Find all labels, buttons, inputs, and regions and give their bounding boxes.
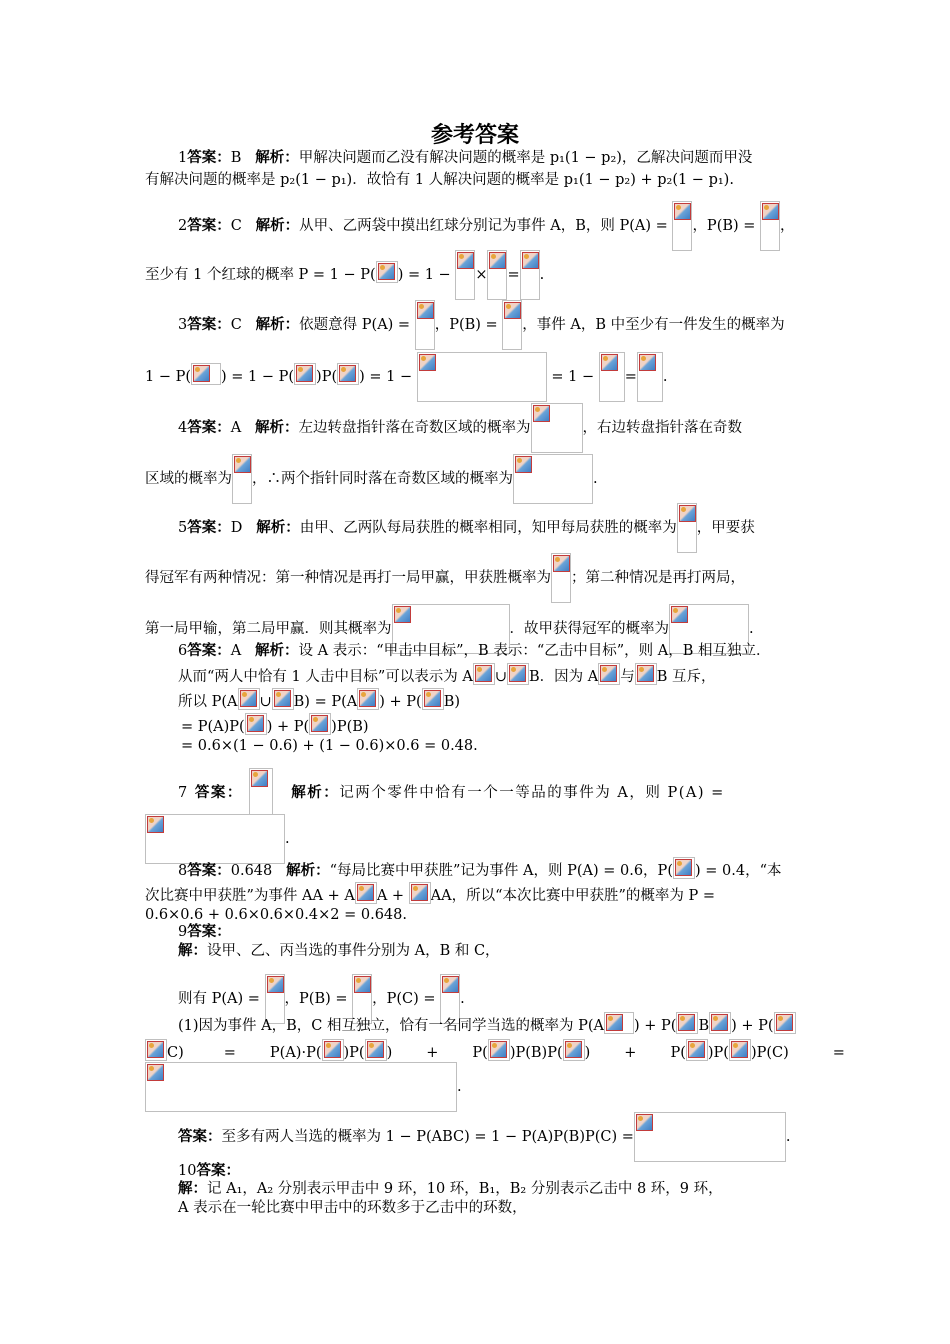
q6-line1: 6答案：A 解析：设 A 表示：“甲击中目标”，B 表示：“乙击中目标”，则 A，B 相互独立． [178, 643, 771, 659]
formula-image [686, 1039, 708, 1061]
formula-image [245, 713, 267, 735]
formula-image [598, 663, 620, 685]
q1-line1: 1答案：B 解析：甲解决问题而乙没有解决问题的概率是 p₁(1 − p₂)，乙解决问题而甲没 [178, 150, 753, 166]
formula-image [322, 1039, 344, 1061]
q8-line3: 0.6×0.6 + 0.6×0.6×0.4×2 = 0.648. [145, 907, 407, 923]
formula-image [487, 250, 507, 300]
formula-image [774, 1012, 796, 1034]
formula-image [145, 1062, 457, 1112]
q4-line1: 4答案：A 解析：左边转盘指针落在奇数区域的概率为 ，右边转盘指针落在奇数 [178, 403, 808, 453]
q9-line2: 则有 P(A) = ，P(B) = ，P(C) = . [178, 974, 808, 1024]
formula-image [676, 1012, 698, 1034]
formula-image [488, 1039, 510, 1061]
q9-p4: 答案：至多有两人当选的概率为 1 − P(ABC) = 1 − P(A)P(B)P(C) = . [178, 1112, 808, 1162]
formula-image [355, 882, 377, 904]
q10-line2: A 表示在一轮比赛中甲击中的环数多于乙击中的环数， [178, 1200, 527, 1216]
formula-image [191, 363, 221, 385]
formula-image [507, 663, 529, 685]
q6-line5: = 0.6×(1 − 0.6) + (1 − 0.6)×0.6 = 0.48. [181, 738, 478, 754]
q8-line1: 8答案：0.648 解析：“每局比赛中甲获胜”记为事件 A，则 P(A) = 0.6，P( ) = 0.4，“本 [178, 857, 808, 881]
formula-image [635, 663, 657, 685]
q4-line2: 区域的概率为 ，∴两个指针同时落在奇数区域的概率为 . [145, 454, 808, 504]
q9-p1: (1)因为事件 A，B，C 相互独立，恰有一名同学当选的概率为 P(A ) + P( B ) + P( [178, 1012, 808, 1036]
formula-image [249, 768, 273, 818]
formula-image [473, 663, 495, 685]
q10-line1: 解：记 A₁，A₂ 分别表示甲击中 9 环，10 环，B₁，B₂ 分别表示乙击中 8 环，9 环， [178, 1181, 723, 1197]
q5-line3: 第一局甲输，第二局甲赢．则其概率为 ．故甲获得冠军的概率为 . [145, 604, 808, 654]
q6-line2: 从而“两人中恰有 1 人击中目标”可以表示为 A ∪ B．因为 A 与 B 互斥， [178, 663, 808, 687]
q10-header: 10答案： [178, 1163, 240, 1179]
formula-image [145, 1039, 167, 1061]
formula-image [422, 688, 444, 710]
q6-line3: 所以 P(A ∪ B) = P(A ) + P( B) [178, 688, 808, 712]
q9-p3: . [145, 1062, 808, 1112]
q5-line2: 得冠军有两种情况：第一种情况是再打一局甲赢，甲获胜概率为 ；第二种情况是再打两局， [145, 553, 808, 603]
q9-header: 9答案： [178, 924, 231, 940]
formula-image [409, 882, 431, 904]
formula-image [672, 201, 692, 251]
formula-image [365, 1039, 387, 1061]
formula-image [531, 403, 583, 453]
formula-image [417, 352, 547, 402]
formula-image [232, 454, 252, 504]
q3-line2: 1 − P( ) = 1 − P( )P( ) = 1 − = 1 − = . [145, 352, 808, 402]
q6-line4: = P(A)P( ) + P( )P(B) [181, 713, 844, 737]
formula-image [513, 454, 593, 504]
formula-image [599, 352, 625, 402]
formula-image [677, 503, 697, 553]
formula-image [729, 1039, 751, 1061]
formula-image [376, 261, 398, 283]
q2-line2: 至少有 1 个红球的概率 P = 1 − P( ) = 1 − × = . [145, 250, 808, 300]
formula-image [415, 300, 435, 350]
q7-line2: . [145, 814, 808, 864]
formula-image [502, 300, 522, 350]
page-title: 参考答案 [430, 123, 519, 148]
formula-image [551, 553, 571, 603]
formula-image [709, 1012, 731, 1034]
formula-image [634, 1112, 786, 1162]
q3-line1: 3答案：C 解析：依题意得 P(A) = ，P(B) = ，事件 A，B 中至少有一件发生的概率为 [178, 300, 808, 350]
q5-line1: 5答案：D 解析：由甲、乙两队每局获胜的概率相同，知甲每局获胜的概率为 ，甲要获 [178, 503, 808, 553]
formula-image [673, 857, 695, 879]
formula-image [309, 713, 331, 735]
formula-image [563, 1039, 585, 1061]
formula-image [238, 688, 260, 710]
formula-image [637, 352, 663, 402]
q7-line1: 7 答案： 解析：记两个零件中恰有一个一等品的事件为 A，则 P(A) = [178, 768, 808, 818]
formula-image [604, 1012, 634, 1034]
formula-image [520, 250, 540, 300]
q9-line1: 解：设甲、乙、丙当选的事件分别为 A，B 和 C， [178, 943, 500, 959]
formula-image [337, 363, 359, 385]
formula-image [357, 688, 379, 710]
q9-p2: C) = P(A)·P( )P( ) + P( )P(B)P( ) + P( )P( )P(C) = [145, 1039, 808, 1063]
q2-line1: 2答案：C 解析：从甲、乙两袋中摸出红球分别记为事件 A，B，则 P(A) = ，P(B) = ， [178, 201, 808, 251]
formula-image [294, 363, 316, 385]
q1-line2: 有解决问题的概率是 p₂(1 − p₁)．故恰有 1 人解决问题的概率是 p₁(1 − p₂) + p₂(1 − p₁). [145, 172, 734, 188]
formula-image [760, 201, 780, 251]
q8-line2: 次比赛中甲获胜”为事件 AA + A A + AA，所以“本次比赛中甲获胜”的概率为 P = [145, 882, 808, 906]
formula-image [272, 688, 294, 710]
formula-image [455, 250, 475, 300]
